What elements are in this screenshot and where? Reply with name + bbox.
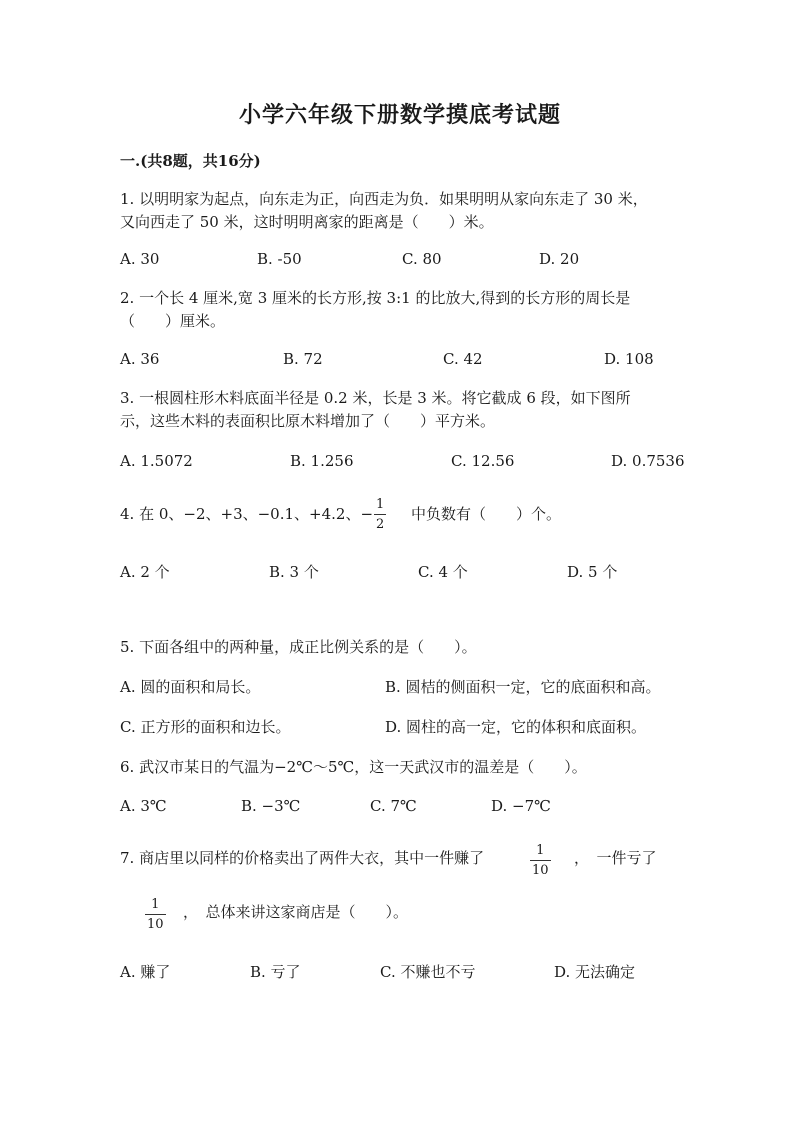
question-5-option-a: A. 圆的面积和局长。 xyxy=(120,678,261,696)
fraction-denominator: 2 xyxy=(376,517,385,532)
question-7-option-a: A. 赚了 xyxy=(120,963,171,981)
question-2-line-1: 2. 一个长 4 厘米,宽 3 厘米的长方形,按 3:1 的比放大,得到的长方形的周长是 xyxy=(120,289,631,307)
question-4-text-after: 中负数有（ ）个。 xyxy=(411,505,562,523)
question-7-text-mid: ， 一件亏了 xyxy=(574,849,657,867)
question-5-option-d: D. 圆柱的高一定，它的体积和底面积。 xyxy=(385,718,647,736)
question-7-fraction-1 xyxy=(530,843,551,878)
question-1-option-b: B. -50 xyxy=(257,250,302,268)
question-4-text-before: 4. 在 0、−2、+3、−0.1、+4.2、− xyxy=(120,505,374,523)
question-2-option-d: D. 108 xyxy=(604,350,654,368)
question-1-option-d: D. 20 xyxy=(539,250,580,268)
question-4-option-a: A. 2 个 xyxy=(120,563,170,581)
question-2-option-c: C. 42 xyxy=(443,350,483,368)
question-2-option-a: A. 36 xyxy=(120,350,160,368)
question-4-option-b: B. 3 个 xyxy=(269,563,319,581)
fraction-bar xyxy=(374,514,386,515)
question-2-line-2: （ ）厘米。 xyxy=(120,312,226,330)
question-6-line-1: 6. 武汉市某日的气温为−2℃～5℃，这一天武汉市的温差是（ ）。 xyxy=(120,758,587,776)
question-5-option-c: C. 正方形的面积和边长。 xyxy=(120,718,291,736)
question-6-option-d: D. −7℃ xyxy=(491,797,551,815)
question-7-text-after: ， 总体来讲这家商店是（ ）。 xyxy=(183,903,409,921)
question-7-option-c: C. 不赚也不亏 xyxy=(380,963,476,981)
fraction-bar xyxy=(145,914,166,915)
question-7-option-b: B. 亏了 xyxy=(250,963,301,981)
fraction-numerator: 1 xyxy=(536,843,545,858)
question-4-fraction xyxy=(374,497,386,532)
fraction-bar xyxy=(530,860,551,861)
question-6-option-a: A. 3℃ xyxy=(120,797,167,815)
question-1-line-1: 1. 以明明家为起点，向东走为正，向西走为负．如果明明从家向东走了 30 米， xyxy=(120,190,648,208)
fraction-denominator: 10 xyxy=(532,863,549,878)
question-6-option-c: C. 7℃ xyxy=(370,797,417,815)
question-4-option-d: D. 5 个 xyxy=(567,563,618,581)
fraction-numerator: 1 xyxy=(151,897,160,912)
question-7-text-before: 7. 商店里以同样的价格卖出了两件大衣，其中一件赚了 xyxy=(120,849,485,867)
question-3-line-1: 3. 一根圆柱形木料底面半径是 0.2 米，长是 3 米。将它截成 6 段，如下图所 xyxy=(120,389,631,407)
question-5-option-b: B. 圆桔的侧面积一定，它的底面积和高。 xyxy=(385,678,661,696)
fraction-denominator: 10 xyxy=(147,917,164,932)
question-3-option-a: A. 1.5072 xyxy=(120,452,193,470)
question-5-line-1: 5. 下面各组中的两种量，成正比例关系的是（ ）。 xyxy=(120,638,477,656)
section-header: 一.(共8题，共16分) xyxy=(120,152,261,170)
question-3-option-b: B. 1.256 xyxy=(290,452,354,470)
fraction-numerator: 1 xyxy=(376,497,385,512)
question-1-option-c: C. 80 xyxy=(402,250,442,268)
question-3-line-2: 示，这些木料的表面积比原木料增加了（ ）平方米。 xyxy=(120,412,496,430)
question-7-fraction-2 xyxy=(145,897,166,932)
question-7-option-d: D. 无法确定 xyxy=(554,963,636,981)
question-1-option-a: A. 30 xyxy=(120,250,160,268)
question-2-option-b: B. 72 xyxy=(283,350,323,368)
question-3-option-c: C. 12.56 xyxy=(451,452,515,470)
question-6-option-b: B. −3℃ xyxy=(241,797,301,815)
page-title: 小学六年级下册数学摸底考试题 xyxy=(238,102,561,128)
question-1-line-2: 又向西走了 50 米，这时明明离家的距离是（ ）米。 xyxy=(120,213,494,231)
question-3-option-d: D. 0.7536 xyxy=(611,452,685,470)
question-4-option-c: C. 4 个 xyxy=(418,563,468,581)
